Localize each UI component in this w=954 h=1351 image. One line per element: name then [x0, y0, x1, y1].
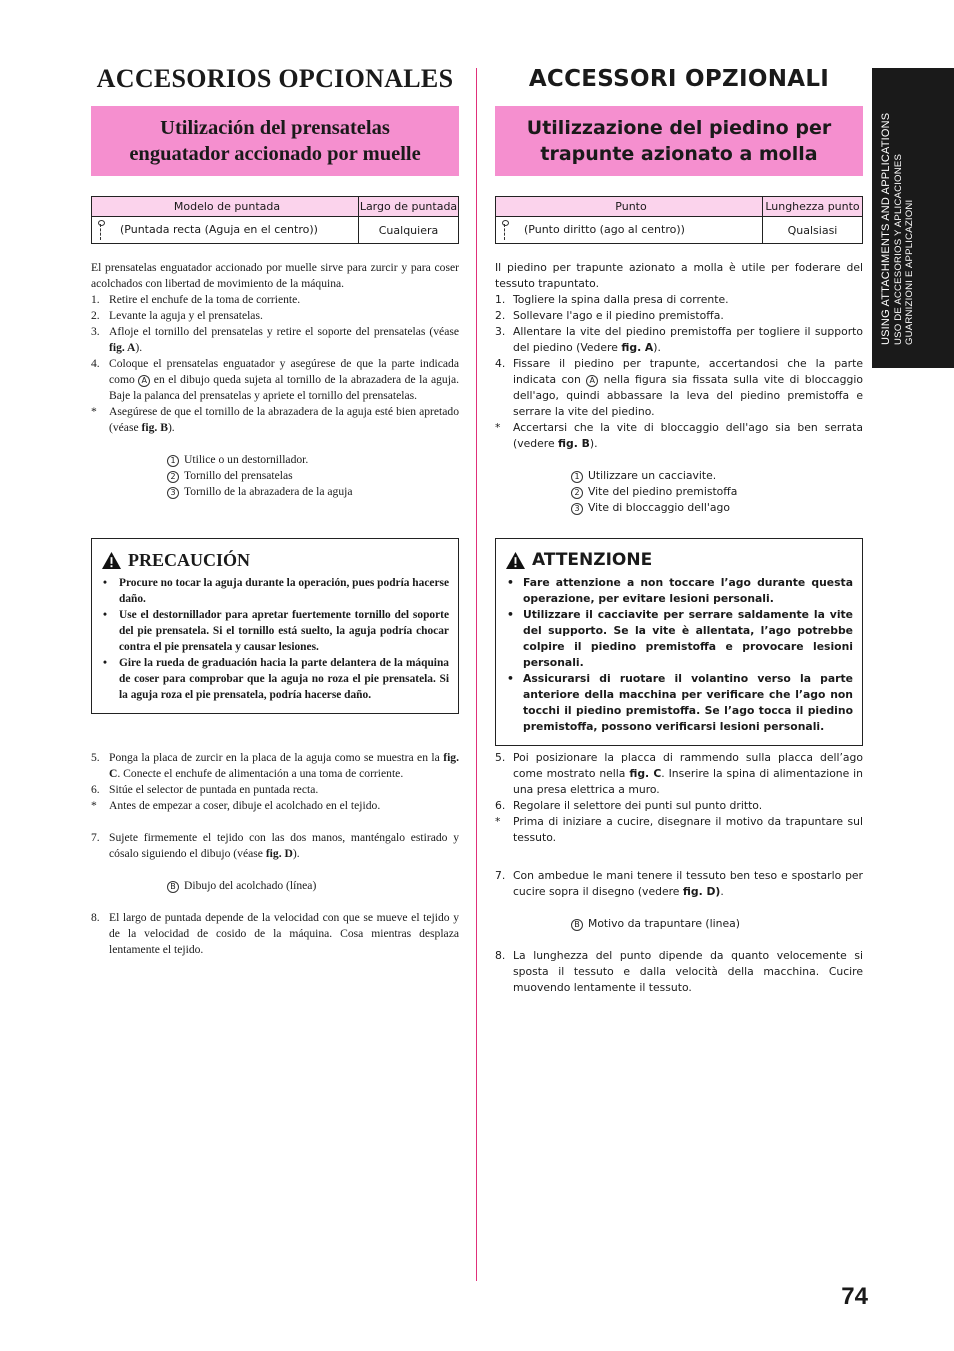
list-item-text: Coloque el prensatelas enguatador y asegúrese de que la parte indicada como	[109, 357, 459, 386]
intro-text: El prensatelas enguatador accionado por muelle sirve para zurcir y para coser acolchados con libertad de movimiento de la máquina.	[91, 261, 459, 290]
section-title-line1: Utilización del prensatelas	[160, 117, 390, 139]
figure-ref: fig. D	[265, 847, 293, 860]
list-item-number: *	[495, 815, 501, 828]
list-item-number: 5.	[91, 751, 100, 764]
side-tab-line2: USO DE ACCESORIOS Y APLICACIONES	[893, 153, 904, 345]
list-item	[91, 910, 459, 958]
warning-icon	[505, 551, 526, 570]
intro-text: Il piedino per trapunte azionato a molla è utile per foderare del tessuto trapuntato.	[495, 261, 863, 290]
figure-ref: fig. D)	[682, 885, 721, 898]
list-item-text: Levante la aguja y el prensatelas.	[109, 309, 263, 322]
legend-b	[91, 878, 459, 894]
straight-stitch-icon	[96, 220, 106, 240]
stitch-table	[495, 196, 863, 244]
list-item-text: ).	[589, 437, 598, 450]
step-8	[91, 910, 459, 958]
list-item-text: ).	[653, 341, 661, 354]
list-item-text: . Conecte el enchufe de alimentación a una toma de corriente.	[117, 767, 404, 780]
legend-text: Utilice o un destornillador.	[184, 453, 309, 466]
list-item	[495, 324, 863, 356]
legend-text: Vite di bloccaggio dell'ago	[588, 501, 730, 514]
table-cell-model-text: (Punto diritto (ago al centro))	[524, 223, 685, 236]
italian-column	[495, 60, 864, 994]
list-item-text: ).	[292, 847, 300, 860]
caution-item: • Procure no tocar la aguja durante la operación, pues podría hacerse daño.	[101, 575, 449, 607]
list-item-number: 8.	[495, 949, 506, 962]
legend-text: Dibujo del acolchado (línea)	[184, 879, 317, 892]
list-item-text: Antes de empezar a coser, dibuje el acolchado en el tejido.	[109, 799, 381, 812]
legend-text: Tornillo de la abrazadera de la aguja	[184, 485, 353, 498]
figure-ref: fig. C	[109, 751, 459, 780]
caution-box	[91, 538, 459, 714]
list-item-text: Con ambedue le mani tenere il tessuto ben teso e spostarlo per cucire sopra il disegno (vedere	[513, 869, 863, 898]
list-item-number: *	[495, 421, 501, 434]
list-item	[495, 356, 863, 420]
list-item-number: 4.	[91, 357, 100, 370]
legend-text: Tornillo del prensatelas	[184, 469, 293, 482]
list-item-text: La lunghezza del punto dipende da quanto velocemente si sposta il tessuto e dalla velocità della macchina. Cucire muovendo lentamente il tessuto.	[513, 949, 863, 994]
list-item	[495, 868, 863, 900]
list-item	[91, 782, 459, 798]
spanish-column	[91, 60, 459, 956]
list-item-number: 6.	[495, 799, 506, 812]
list-item-text: Accertarsi che la vite di bloccaggio dell'ago sia ben serrata (vedere	[513, 421, 863, 450]
legend-b	[495, 916, 863, 932]
list-item-number: 3.	[495, 325, 506, 338]
callout-marker: B	[571, 919, 583, 931]
table-header-length: Lunghezza punto	[763, 197, 863, 217]
list-item	[495, 948, 863, 996]
legend-text: Vite del piedino premistoffa	[588, 485, 738, 498]
table-header-model: Punto	[496, 197, 763, 217]
section-title-line1: Utilizzazione del piedino per	[526, 117, 832, 139]
list-item	[495, 798, 863, 814]
legend-a	[495, 468, 863, 516]
callout-marker: 1	[167, 455, 179, 467]
table-cell-length: Qualsiasi	[763, 217, 863, 244]
legend-item	[571, 484, 863, 500]
list-item-text: El largo de puntada depende de la velocidad con que se mueve el tejido y de la velocidad de cosido de la máquina. Cosa mientras desplaza lentamente el tejido.	[109, 911, 459, 956]
list-item	[91, 292, 459, 308]
page-number: 74	[841, 1283, 868, 1310]
list-item-text: Retire el enchufe de la toma de corriente.	[109, 293, 301, 306]
list-item-number: 3.	[91, 325, 100, 338]
figure-ref: fig. A	[109, 341, 136, 354]
list-item-text: Sujete firmemente el tejido con las dos manos, manténgalo estirado y cósalo siguiendo el dibujo (véase	[109, 831, 459, 860]
legend-text: Utilizzare un cacciavite.	[588, 469, 717, 482]
page-title: ACCESORIOS OPCIONALES	[96, 64, 454, 93]
step-8	[495, 948, 863, 996]
steps-list-a	[91, 292, 459, 436]
section-title-box	[91, 106, 459, 176]
list-item	[495, 814, 863, 846]
table-cell-model	[496, 217, 763, 244]
callout-marker: 2	[167, 471, 179, 483]
stitch-table	[91, 196, 459, 244]
figure-ref: fig. A	[621, 341, 654, 354]
table-header-length: Largo de puntada	[359, 197, 459, 217]
list-item-text: Sollevare l'ago e il piedino premistoffa.	[513, 309, 724, 322]
list-item	[91, 750, 459, 782]
list-item	[495, 308, 863, 324]
list-item-text: ).	[167, 421, 175, 434]
steps-list-b	[91, 750, 459, 814]
callout-marker: 3	[167, 487, 179, 499]
list-item	[91, 830, 459, 862]
side-tab-text	[870, 63, 952, 363]
section-title-line2: trapunte azionato a molla	[540, 143, 818, 165]
legend-item	[167, 484, 459, 500]
list-item-text: Prima di iniziare a cucire, disegnare il motivo da trapuntare sul tessuto.	[513, 815, 863, 844]
list-item-number: 1.	[91, 293, 100, 306]
list-item-number: 7.	[495, 869, 506, 882]
list-item-text: Afloje el tornillo del prensatelas y retire el soporte del prensatelas (véase	[109, 325, 459, 338]
straight-stitch-icon	[500, 220, 510, 240]
list-item	[91, 798, 459, 814]
list-item-text: Sitúe el selector de puntada en puntada recta.	[109, 783, 319, 796]
table-cell-model-text: (Puntada recta (Aguja en el centro))	[120, 223, 318, 236]
step-7	[91, 830, 459, 862]
caution-item: • Utilizzare il cacciavite per serrare saldamente la vite del supporto. Se la vite è allentata, l’ago potrebbe colpire il piedino premistoffa e provocare lesioni personali.	[505, 607, 853, 671]
callout-marker: A	[138, 375, 150, 387]
caution-title: PRECAUCIÓN	[128, 549, 251, 570]
list-item	[91, 356, 459, 404]
list-item	[495, 750, 863, 798]
caution-list	[101, 575, 449, 703]
caution-title: ATTENZIONE	[532, 550, 653, 570]
steps-section-b	[91, 750, 459, 958]
table-header-model: Modelo de puntada	[92, 197, 359, 217]
list-item-number: 2.	[91, 309, 100, 322]
callout-marker: 2	[571, 487, 583, 499]
caution-box	[495, 538, 863, 746]
steps-list-a	[495, 292, 863, 452]
table-cell-length: Cualquiera	[359, 217, 459, 244]
figure-ref: fig. B	[141, 421, 168, 434]
list-item-text: Ponga la placa de zurcir en la placa de la aguja como se muestra en la	[109, 751, 444, 764]
list-item-text: Fissare il piedino per trapunte, accertandosi che la parte indicata con	[513, 357, 863, 386]
list-item-text: ).	[135, 341, 143, 354]
list-item-text: Togliere la spina dalla presa di corrente.	[513, 293, 729, 306]
steps-section-b	[495, 750, 863, 996]
steps-list-b	[495, 750, 863, 846]
list-item-text: Regolare il selettore dei punti sul punto dritto.	[513, 799, 763, 812]
list-item-text: Allentare la vite del piedino premistoffa per togliere il supporto del piedino (Vedere	[513, 325, 863, 354]
table-cell-model	[92, 217, 359, 244]
list-item-number: 2.	[495, 309, 506, 322]
list-item-text: . Inserire la spina di alimentazione in una presa elettrica a muro.	[513, 767, 864, 796]
figure-ref: fig. C	[629, 767, 662, 780]
warning-icon	[101, 551, 122, 570]
caution-item: • Fare attenzione a non toccare l’ago durante questa operazione, per evitare lesioni personali.	[505, 575, 853, 607]
list-item	[91, 404, 459, 436]
step-7	[495, 868, 863, 900]
list-item-text: en el dibujo queda sujeta al tornillo de la abrazadera de la aguja. Baje la palanca del prensatelas y apriete el tornillo del prensatelas.	[109, 373, 459, 402]
list-item	[495, 420, 863, 452]
caution-item: • Gire la rueda de graduación hacia la parte delantera de la máquina de coser para comprobar que la aguja no roza el pie prensatela. Si la aguja roza el pie prensatela, podría hacerse daño.	[101, 655, 449, 703]
legend-item	[167, 452, 459, 468]
page-title: ACCESSORI OPZIONALI	[528, 66, 830, 92]
figure-ref: fig. B	[558, 437, 590, 450]
list-item-number: 8.	[91, 911, 100, 924]
list-item-text: nella figura sia fissata sulla vite di bloccaggio dell'ago, quindi abbassare la leva del piedino premistoffa e serrare la vite del piedino.	[513, 373, 863, 418]
caution-item: • Use el destornillador para apretar fuertemente tornillo del soporte del pie prensatela. Si el tornillo está suelto, la aguja podría chocar contra el pie prensatela y causar lesiones.	[101, 607, 449, 655]
list-item-number: 7.	[91, 831, 100, 844]
column-divider	[476, 68, 477, 1281]
section-title-line2: enguatador accionado por muelle	[129, 143, 421, 165]
legend-item	[571, 468, 863, 484]
list-item	[91, 308, 459, 324]
list-item-number: *	[91, 405, 97, 418]
list-item	[495, 292, 863, 308]
legend-item	[167, 468, 459, 484]
side-tab-line3: GUARNIZIONI E APPLICAZIONI	[904, 199, 915, 345]
list-item-number: 6.	[91, 783, 100, 796]
legend-text: Motivo da trapuntare (linea)	[588, 917, 740, 930]
list-item-number: *	[91, 799, 97, 812]
list-item-number: 5.	[495, 751, 506, 764]
list-item-text: Poi posizionare la placca di rammendo sulla placca dell’ago come mostrato nella	[513, 751, 863, 780]
list-item-number: 4.	[495, 357, 506, 370]
callout-marker: 3	[571, 503, 583, 515]
list-item-text: .	[720, 885, 724, 898]
callout-marker: A	[586, 375, 598, 387]
legend-item	[571, 916, 863, 932]
legend-item	[571, 500, 863, 516]
caution-list	[505, 575, 853, 735]
side-tab-line1: USING ATTACHMENTS AND APPLICATIONS	[880, 112, 892, 345]
caution-item: • Assicurarsi di ruotare il volantino verso la parte anteriore della macchina per verificare che l’ago non tocchi il piedino premistoffa. Se l’ago tocca il piedino premistoffa, possono verificarsi lesioni personali.	[505, 671, 853, 735]
list-item	[91, 324, 459, 356]
list-item-text: Asegúrese de que el tornillo de la abrazadera de la aguja esté bien apretado (véase	[109, 405, 459, 434]
list-item-number: 1.	[495, 293, 506, 306]
legend-a	[91, 452, 459, 500]
section-title-box	[495, 106, 863, 176]
callout-marker: B	[167, 881, 179, 893]
callout-marker: 1	[571, 471, 583, 483]
legend-item	[167, 878, 459, 894]
